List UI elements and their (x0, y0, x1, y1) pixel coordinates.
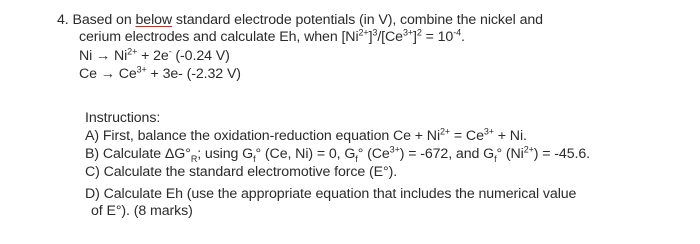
superscript: 2 (416, 27, 422, 38)
superscript: 3+ (389, 144, 400, 155)
question-line-2 (79, 29, 465, 46)
subscript: R (190, 153, 198, 164)
reaction-nickel (79, 48, 230, 65)
reaction-text: Ce → Ce (79, 66, 137, 82)
superscript: 2+ (358, 27, 369, 38)
superscript: 2+ (440, 126, 451, 137)
subscript: f (494, 153, 497, 164)
subscript: f (355, 153, 358, 164)
condition-text: ] (413, 29, 417, 45)
superscript: 3+ (402, 27, 413, 38)
instruction-text: ; using G (197, 146, 254, 162)
superscript: -4 (453, 27, 462, 38)
instruction-a (85, 128, 527, 145)
superscript: 2+ (127, 46, 138, 57)
instruction-text: ° (Ni (496, 146, 524, 162)
question-intro-text: Based on (72, 12, 136, 28)
superscript: 3 (372, 27, 378, 38)
reaction-potential: + 3e- (-2.32 V) (146, 66, 241, 82)
superscript: - (168, 46, 172, 57)
underlined-word: below (135, 12, 173, 28)
instruction-text: ° (Ce (357, 146, 390, 162)
condition-text: = 10 (421, 29, 454, 45)
instruction-c: C) Calculate the standard electromotive force (E°). (85, 164, 398, 180)
instruction-text: ) = -672, and G (399, 146, 495, 162)
superscript: 3+ (136, 64, 147, 75)
condition-text: ] (368, 29, 373, 45)
reaction-text: + 2e (137, 48, 169, 64)
instruction-text: ) = -45.6. (533, 146, 590, 162)
question-number: 4. (57, 12, 69, 28)
question-intro-rest: standard electrode potentials (in V), combine the nickel and (172, 12, 543, 28)
reaction-text: Ni → Ni (79, 48, 128, 64)
instruction-text: + Ni. (493, 128, 527, 144)
condition-text: . (461, 29, 465, 45)
instruction-d-line-1: D) Calculate Eh (use the appropriate equation that includes the numerical value (85, 186, 577, 202)
instruction-b (85, 146, 590, 163)
question-line-1 (57, 12, 543, 29)
instruction-text: B) Calculate ΔG° (85, 146, 191, 162)
superscript: 2+ (523, 144, 534, 155)
superscript: 3+ (483, 126, 494, 137)
condition-text: /[Ce (377, 29, 403, 45)
reaction-cerium (79, 66, 241, 83)
condition-text: cerium electrodes and calculate Eh, when [Ni (79, 29, 359, 45)
instruction-text: ° (Ce, Ni) = 0, G (255, 146, 356, 162)
instruction-text: A) First, balance the oxidation-reduction equation Ce + Ni (85, 128, 440, 144)
instruction-text: = Ce (450, 128, 484, 144)
instruction-d-line-2: of E°). (8 marks) (91, 203, 193, 219)
reaction-potential: (-0.24 V) (171, 48, 230, 64)
instructions-heading: Instructions: (85, 110, 161, 126)
subscript: f (253, 153, 256, 164)
